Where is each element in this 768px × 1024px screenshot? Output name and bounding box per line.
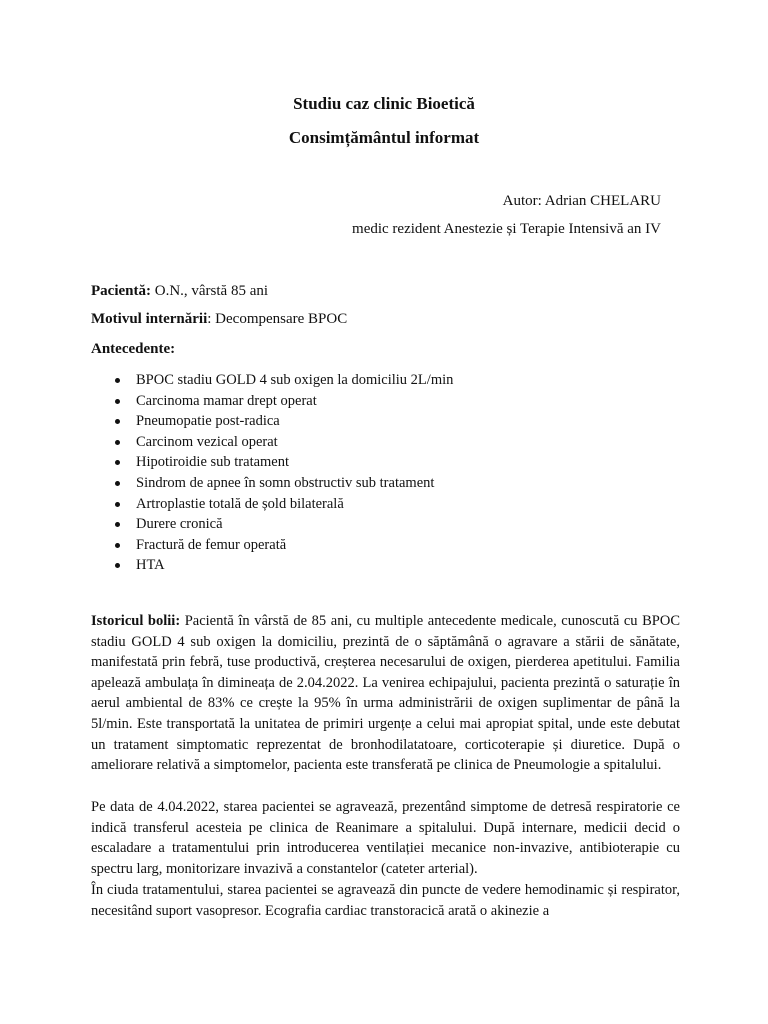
document-subtitle: Consimțământul informat [288, 128, 480, 147]
list-item: Sindrom de apnee în somn obstructiv sub tratament [91, 473, 453, 494]
admission-label: Motivul internării [91, 311, 208, 327]
history-heading: Antecedente: [91, 341, 176, 357]
patient-label: Pacientă: [91, 283, 151, 299]
list-item: Fractură de femur operată [91, 535, 453, 556]
admission-line [91, 311, 347, 328]
list-item: Durere cronică [91, 514, 453, 535]
list-item: BPOC stadiu GOLD 4 sub oxigen la domiciliu 2L/min [91, 370, 453, 391]
illness-label: Istoricul bolii: [91, 613, 181, 629]
paragraph-hemodynamic: În ciuda tratamentului, starea pacientei se agravează din puncte de vedere hemodinamic și respirator, necesitând suport vasopresor. Ecografia cardiac transtoracică arată o akinezie a [91, 882, 680, 919]
illness-text: Pacientă în vârstă de 85 ani, cu multiple antecedente medicale, cunoscută cu BPOC stadiu GOLD 4 sub oxigen la domiciliu, prezintă de o săptămână o agravare a stării de sănătate, manifestată prin febră, tuse productivă, creșterea necesarului de oxigen, pierderea apetitului. Familia apelează ambulața în dimineața de 2.04.2022. La venirea echipajului, pacienta prezintă o saturație în aerul ambiental de 83% ce crește la 95% în urma administrării de oxigen suplimentar de până la 5l/min. Este transportată la unitatea de primiri urgențe a celui mai apropiat spital, unde este debutat un tratament simptomatic reprezentat de bronhodilatatoare, corticoterapie și diuretice. După o ameliorare relativă a simptomelor, pacienta este transferată pe clinica de Pneumologie a spitalului. [91, 613, 680, 774]
list-item: HTA [91, 555, 453, 576]
author-line: Autor: Adrian CHELARU [502, 193, 661, 209]
list-item: Pneumopatie post-radica [91, 411, 453, 432]
document-title: Studiu caz clinic Bioetică [293, 94, 475, 113]
paragraph-deterioration: Pe data de 4.04.2022, starea pacientei se agravează, prezentând simptome de detresă respiratorie ce indică transferul acesteia pe clinica de Reanimare a spitalului. După internare, medicii decid o escaladare a tratamentului prin introducerea ventilației mecanice non-invazive, antibioterapie cu spectru larg, monitorizare invazivă a constantelor (cateter arterial). [91, 799, 680, 877]
list-item: Artroplastie totală de șold bilaterală [91, 494, 453, 515]
list-item: Carcinoma mamar drept operat [91, 391, 453, 412]
illness-history-paragraph [91, 611, 680, 776]
patient-value: O.N., vârstă 85 ani [150, 283, 269, 299]
list-item: Hipotiroidie sub tratament [91, 452, 453, 473]
list-item: Carcinom vezical operat [91, 432, 453, 453]
author-affiliation: medic rezident Anestezie și Terapie Intensivă an IV [352, 221, 661, 237]
history-list [91, 370, 453, 576]
admission-value: : Decompensare BPOC [207, 311, 348, 327]
patient-line [91, 283, 268, 300]
